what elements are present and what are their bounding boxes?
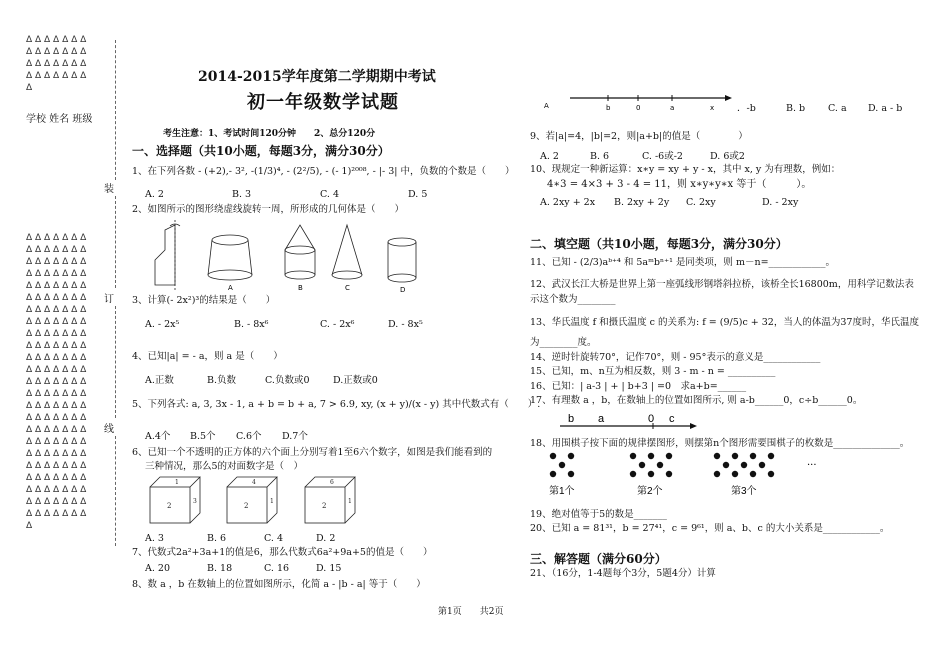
question-19: 19、绝对值等于5的数是_______ (530, 509, 667, 520)
svg-text:3: 3 (193, 498, 197, 505)
question-20: 20、已知 a = 81³¹，b = 27⁴¹，c = 9⁶¹，则 a、b、c 的大小关系是____________。 (530, 523, 890, 534)
school-name-class-line: 学校 姓名 班级 (26, 114, 93, 125)
question-18: 18、用围棋子按下面的规律摆图形，则摆第n个图形需要围棋子的枚数是______________。 (530, 438, 910, 449)
question-13-line-1: 13、华氏温度 f 和摄氏温度 c 的关系为: f = (9/5)c + 32，当人的体温为37度时，华氏温度 (530, 317, 919, 328)
numline-label-a-option: A (544, 102, 549, 110)
q5-option-c: C.6个 (236, 431, 262, 442)
numline-label-b: b (606, 104, 611, 112)
q4-option-c: C.负数或0 (265, 375, 310, 386)
q10-option-a: A. 2xy + 2x (540, 197, 596, 208)
question-8: 8、数 a ，b 在数轴上的位置如图所示，化简 a - |b - a| 等于（ ） (132, 579, 426, 590)
q10-option-d: D. - 2xy (762, 197, 799, 208)
exam-title: 2014-2015学年度第二学期期中考试 (198, 69, 436, 85)
numline-label-x: x (710, 104, 715, 112)
q10-option-b: B. 2xy + 2y (614, 197, 670, 208)
q3-option-d: D. - 8x⁵ (388, 319, 423, 330)
q17-label-c: c (669, 413, 675, 425)
q6-option-a: A. 3 (145, 533, 164, 544)
question-21: 21、（16分，1-4题每个3分，5题4分）计算 (530, 568, 716, 579)
q2-option-d-cylinder (388, 238, 416, 282)
binding-char-ding: 订 (104, 294, 114, 305)
q8-option-c: C. a (828, 103, 847, 114)
question-17: 17、有理数 a ，b，在数轴上的位置如图所示, 则 a-b______0，c÷b______0。 (530, 395, 863, 406)
question-12-line-1: 12、武汉长江大桥是世界上第一座弧线形钢塔斜拉桥，该桥全长16800m，用科学记数法表 (530, 279, 914, 290)
q7-option-a: A. 20 (145, 563, 170, 574)
q2-label-b: B (298, 284, 303, 292)
q3-option-b: B. - 8x⁶ (234, 319, 269, 330)
q17-label-b: b (568, 413, 575, 425)
section-2-heading: 二、填空题（共10小题，每题3分，满分30分） (530, 237, 788, 251)
q18-ellipsis: ··· (807, 460, 817, 471)
q2-label-c: C (345, 284, 350, 292)
question-16: 16、已知：| a-3 | + | b+3 | =0 求a+b=______ (530, 381, 747, 392)
question-13-line-2: 为________度。 (530, 337, 597, 348)
section-1-heading: 一、选择题（共10小题，每题3分，满分30分） (132, 144, 390, 158)
q2-option-b-cone-cylinder (285, 225, 315, 279)
question-14: 14、逆时针旋转70°，记作70°，则 - 95°表示的意义是____________ (530, 352, 821, 363)
q7-option-b: B. 18 (207, 563, 233, 574)
question-11: 11、已知 - (2/3)aᵇ⁺⁴ 和 5aᵐbⁿ⁺¹ 是同类项，则 m－n=____________。 (530, 257, 836, 268)
binding-char-zhuang: 装 (104, 184, 114, 195)
q4-option-d: D.正数或0 (333, 375, 378, 386)
q8-option-b: B. b (786, 103, 806, 114)
exam-subtitle: 初一年级数学试题 (247, 92, 399, 113)
svg-text:2: 2 (244, 502, 249, 510)
margin-triangles-top: Δ Δ Δ Δ Δ Δ Δ Δ Δ Δ Δ Δ Δ Δ Δ Δ Δ Δ Δ Δ Δ Δ Δ Δ Δ Δ Δ Δ Δ (26, 35, 87, 93)
q6-option-c: C. 4 (264, 533, 284, 544)
numline-label-0: 0 (636, 104, 641, 112)
q17-label-a: a (598, 413, 605, 425)
q3-option-c: C. - 2x⁶ (320, 319, 355, 330)
q6-dice-figure (145, 475, 365, 527)
page-footer: 第1页 共2页 (438, 607, 504, 617)
q18-go-stones-figure (545, 450, 835, 500)
binding-line-1 (115, 40, 116, 180)
svg-text:6: 6 (330, 479, 334, 486)
q7-option-c: C. 16 (264, 563, 290, 574)
question-15: 15、已知，m、n互为相反数，则 3 - m - n = __________ (530, 366, 776, 377)
svg-text:2: 2 (322, 502, 327, 510)
q2-rotation-shape (155, 220, 180, 290)
q6-cube-1 (150, 477, 200, 523)
svg-text:1: 1 (270, 498, 274, 505)
q9-option-d: D. 6或2 (710, 151, 745, 162)
q5-option-b: B.5个 (190, 431, 216, 442)
q18-pattern-3 (714, 453, 774, 477)
q1-option-c: C. 4 (320, 189, 340, 200)
q9-option-b: B. 6 (590, 151, 610, 162)
numline-label-a: a (670, 104, 675, 112)
svg-text:1: 1 (348, 498, 352, 505)
q2-option-a-frustum (208, 235, 252, 280)
question-1: 1、在下列各数 - (+2),- 3², -(1/3)⁴, - (2²/5), - (- 1)²⁰⁰⁸, - |- 3| 中，负数的个数是（ ） (132, 166, 515, 177)
q4-option-b: B.负数 (207, 375, 237, 386)
question-6-line-2: 三种情况，那么5的对面数字是（ ） (145, 461, 304, 472)
question-5: 5、下列各式: a, 3, 3x - 1, a + b = b + a, 7 > 6.9, xy, (x + y)/(x - y) 其中代数式有（ ）. (132, 399, 541, 410)
question-9: 9、若|a|=4，|b|=2，则|a+b|的值是（ ） (530, 131, 748, 142)
svg-text:2: 2 (167, 502, 172, 510)
q1-option-b: B. 3 (232, 189, 252, 200)
q18-label-2: 第2个 (637, 486, 663, 497)
q18-label-3: 第3个 (731, 486, 757, 497)
section-3-heading: 三、解答题（满分60分） (530, 552, 667, 566)
q6-option-b: B. 6 (207, 533, 227, 544)
q10-option-c: C. 2xy (686, 197, 716, 208)
question-10-line-2: 4∗3 = 4×3 + 3 - 4 = 11，则 x∗y∗y∗x 等于（ ）。 (547, 179, 812, 190)
binding-line-3 (115, 306, 116, 418)
q1-option-d: D. 5 (408, 189, 428, 200)
question-7: 7、代数式2a²+3a+1的值是6，那么代数式6a²+9a+5的值是（ ） (132, 547, 433, 558)
q9-option-a: A. 2 (540, 151, 559, 162)
q18-pattern-1 (550, 453, 574, 477)
q17-label-0: 0 (648, 413, 655, 425)
q1-option-a: A. 2 (145, 189, 164, 200)
q8-number-line (540, 92, 740, 116)
exam-notice: 考生注意：1、考试时间120分钟 2、总分120分 (163, 129, 376, 139)
binding-line-4 (115, 436, 116, 546)
q8-option-d: D. a - b (868, 103, 903, 114)
svg-text:1: 1 (175, 479, 179, 486)
binding-char-xian: 线 (104, 424, 114, 435)
q2-label-a: A (228, 284, 233, 292)
svg-text:4: 4 (252, 479, 256, 486)
q2-option-c-cone (332, 225, 362, 279)
q18-pattern-2 (630, 453, 672, 477)
q18-label-1: 第1个 (549, 486, 575, 497)
q3-option-a: A. - 2x⁵ (145, 319, 180, 330)
q4-option-a: A.正数 (145, 375, 174, 386)
q5-option-a: A.4个 (145, 431, 171, 442)
margin-triangles-bottom: Δ Δ Δ Δ Δ Δ Δ Δ Δ Δ Δ Δ Δ Δ Δ Δ Δ Δ Δ Δ Δ Δ Δ Δ Δ Δ Δ Δ Δ Δ Δ Δ Δ Δ Δ Δ Δ Δ Δ Δ Δ Δ Δ Δ Δ Δ Δ Δ Δ Δ Δ Δ Δ Δ Δ Δ Δ Δ Δ Δ Δ Δ Δ Δ Δ Δ Δ Δ Δ Δ Δ Δ Δ Δ Δ Δ Δ Δ Δ Δ Δ Δ Δ Δ Δ Δ Δ Δ Δ Δ Δ Δ Δ Δ Δ Δ Δ Δ Δ Δ Δ Δ Δ Δ Δ Δ Δ Δ Δ Δ Δ Δ Δ Δ Δ Δ Δ Δ Δ Δ Δ Δ Δ Δ Δ Δ Δ Δ Δ Δ Δ Δ Δ Δ Δ Δ Δ Δ Δ Δ Δ Δ Δ Δ Δ Δ Δ Δ Δ Δ Δ Δ Δ Δ Δ Δ Δ Δ Δ Δ Δ Δ Δ Δ Δ Δ Δ Δ Δ (26, 233, 87, 531)
q6-cube-3 (305, 477, 355, 523)
q7-option-d: D. 15 (316, 563, 342, 574)
q2-label-d: D (400, 286, 406, 294)
q9-option-c: C. -6或-2 (642, 151, 683, 162)
q5-option-d: D.7个 (282, 431, 308, 442)
question-3: 3、计算(- 2x²)³的结果是（ ） (132, 295, 276, 306)
question-2: 2、如图所示的图形绕虚线旋转一周，所形成的几何体是（ ） (132, 204, 405, 215)
q2-solids-figure (150, 220, 420, 300)
binding-line-2 (115, 196, 116, 288)
q6-cube-2 (227, 477, 277, 523)
question-10-line-1: 10、现规定一种新运算：x∗y = xy + y - x，其中 x, y 为有理数，例如： (530, 164, 841, 175)
question-4: 4、已知|a| = - a，则 a 是（ ） (132, 351, 283, 362)
question-12-line-2: 示这个数为________ (530, 294, 616, 305)
q6-option-d: D. 2 (316, 533, 336, 544)
q8-option-a: ．-b (737, 103, 756, 114)
question-6-line-1: 6、已知一个不透明的正方体的六个面上分别写着1至6六个数字，如图是我们能看到的 (132, 447, 493, 458)
q17-number-line (560, 410, 700, 432)
